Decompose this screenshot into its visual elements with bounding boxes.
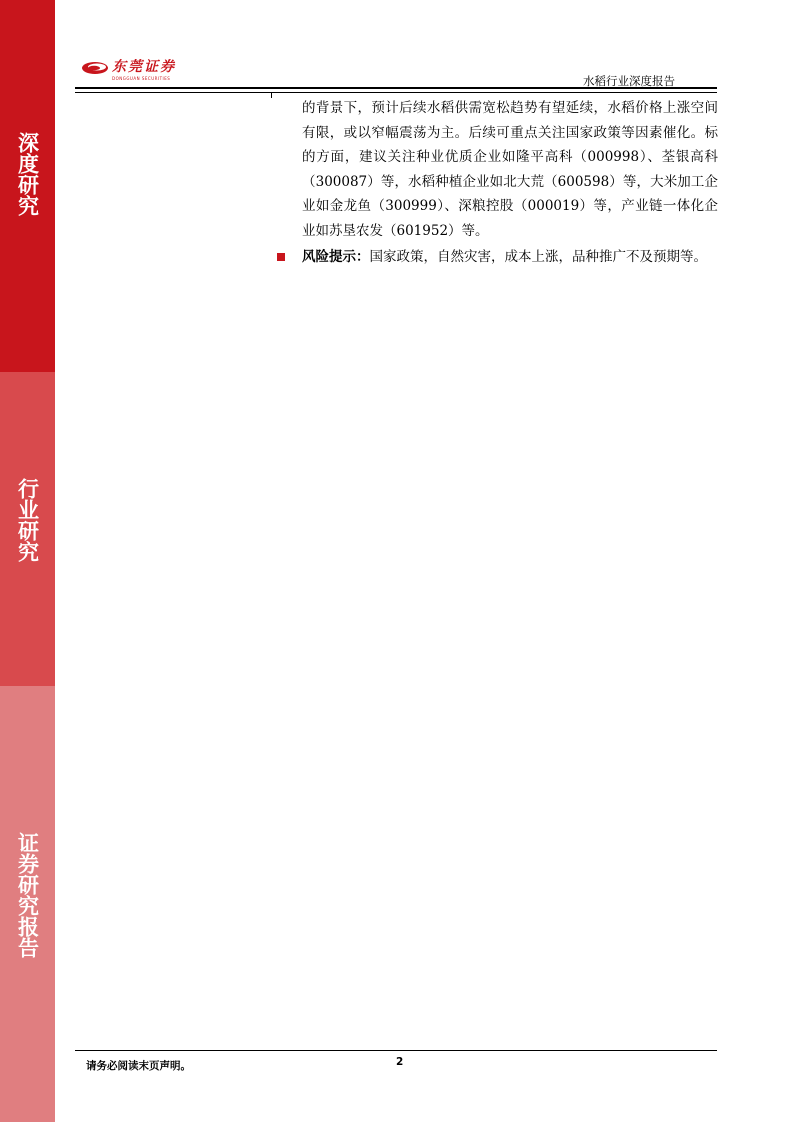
sidebar-band-deep-research	[0, 0, 55, 372]
sidebar-band-label: 行业研究	[15, 478, 40, 562]
sidebar-band-label: 证券研究报告	[15, 832, 40, 958]
sidebar-band-label: 深度研究	[15, 132, 40, 216]
report-title: 水稻行业深度报告	[583, 74, 675, 88]
header-divider-thin	[75, 92, 717, 93]
company-logo	[80, 59, 176, 75]
sidebar-band-industry-research	[0, 372, 55, 686]
sidebar-band-securities-report	[0, 686, 55, 1122]
risk-warning	[277, 245, 717, 270]
risk-label: 风险提示：	[302, 249, 370, 265]
risk-text: 国家政策，自然灾害，成本上涨，品种推广不及预期等。	[369, 249, 707, 265]
logo-text: 东莞证券	[112, 59, 176, 75]
footer-disclaimer: 请务必阅读末页声明。	[86, 1060, 191, 1072]
page-number: 2	[396, 1056, 404, 1068]
body-paragraph: 的背景下，预计后续水稻供需宽松趋势有望延续，水稻价格上涨空间有限，或以窄幅震荡为主。后续可重点关注国家政策等因素催化。标的方面，建议关注种业优质企业如隆平高科（000998）、荃银高科（300087）等，水稻种植企业如北大荒（600598）等，大米加工企业如金龙鱼（300999）、深粮控股（000019）等，产业链一体化企业如苏垦农发（601952）等。	[302, 100, 718, 239]
square-bullet-icon	[277, 253, 285, 261]
header-divider	[75, 87, 717, 89]
main-content	[302, 96, 718, 243]
logo-subtext: DONGGUAN SECURITIES	[112, 76, 171, 81]
column-divider	[271, 92, 272, 98]
logo-swoosh-icon	[80, 59, 110, 75]
footer-divider	[75, 1050, 717, 1051]
